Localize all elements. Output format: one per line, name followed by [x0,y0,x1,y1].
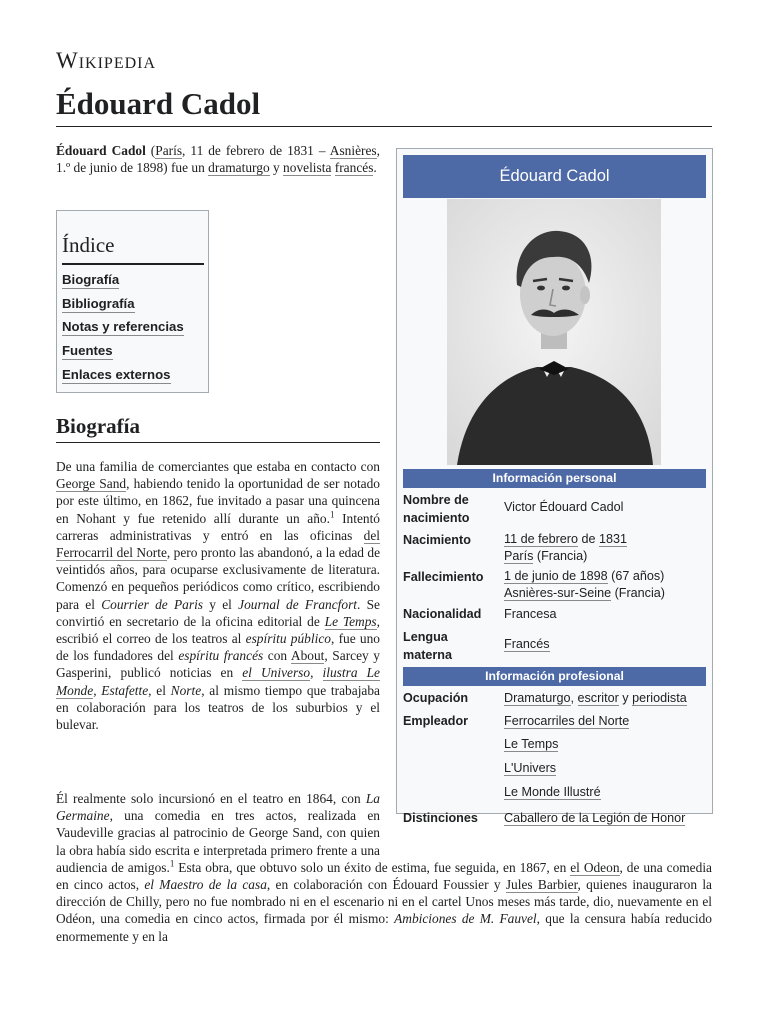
table-of-contents [56,210,209,393]
value-employer-1 [504,713,710,730]
toc-divider [62,263,204,265]
text: Él realmente solo incursionó en el teatro en 1864, con [56,791,366,806]
text: . [373,160,377,176]
text: , una comedia en tres actos, realizada en Vaudeville gracias al patrocinio de George Sand, con quien la obra había sido escrita e interpretada primero frente a una audiencia de amigos. [56,808,380,875]
link-novelista[interactable]: novelista [283,160,332,176]
text: , en colaboración con Édouard Foussier y [266,877,506,893]
link-dramaturgo[interactable]: dramaturgo [208,160,270,176]
portrait-image[interactable] [447,199,661,465]
label-employer: Empleador [403,714,469,728]
label-honors: Distinciones [403,811,478,825]
link-death-city[interactable]: Asnières-sur-Seine [504,586,612,600]
subject-name: Édouard Cadol [56,143,146,158]
text: La Germaine [56,791,380,824]
link-ferrocarril[interactable]: del Ferrocarril del Norte [56,527,380,561]
text: , el [148,682,171,698]
link-employer-univers[interactable]: L'Univers [504,761,557,775]
intro-paragraph [56,142,380,176]
text: Estafette [101,682,149,698]
text: , pero pronto las abandonó, a la edad de veintidós años, para ocuparse exclusivamente de literatura. Comenzó en pequeños periódicos como crítico, escribiendo para el [56,545,381,612]
text: , 11 de febrero de 1831 – [182,143,330,158]
link-george-sand[interactable]: George Sand [56,476,127,492]
text: , 1.º de junio de 1898) fue un [56,143,380,176]
text: , que la censura había reducido enormemente y en la [56,911,712,944]
title-divider [56,126,712,127]
value-birth [504,531,710,565]
toc-item-enlaces[interactable]: Enlaces externos [62,367,171,382]
section-heading-biografia: Biografía [56,414,140,438]
label-death: Fallecimiento [403,570,484,584]
link-employer-monde-illustre[interactable]: Le Monde Illustré [504,785,601,799]
link-odeon[interactable]: el Odeon [570,859,620,875]
section-divider [56,442,380,443]
link-frances-lang[interactable]: Francés [504,637,550,651]
text: el Universo [242,665,311,681]
value-honors [504,810,710,827]
text: , de una comedia en cinco actos, [56,859,712,893]
text: espíritu público [245,631,331,647]
link-birth-date[interactable]: 11 de febrero [504,532,578,546]
label-language: Lengua materna [403,630,452,662]
text: , [570,691,578,705]
text: (Francia) [611,586,665,600]
value-employer-4 [504,784,710,801]
text: Courrier de Paris [101,596,203,612]
label-occupation: Ocupación [403,691,469,705]
wikipedia-wordmark[interactable]: Wikipedia [56,48,157,73]
text: y [618,691,633,705]
infobox [396,148,713,825]
text: (Francia) [533,549,588,563]
value-employer-3 [504,760,710,777]
link-univers[interactable] [242,665,310,681]
text: el Maestro de la casa [144,877,267,893]
link-jules-barbier[interactable]: Jules Barbier [505,877,578,893]
text: (67 años) [607,569,665,583]
value-employer-2 [504,736,710,753]
infobox-title: Édouard Cadol [403,155,706,198]
toc-title: Índice [62,233,115,257]
value-nationality: Francesa [504,607,557,621]
text: Journal de Francfort [238,596,357,612]
toc-item-fuentes[interactable]: Fuentes [62,343,113,358]
value-occupation [504,690,710,707]
value-language [504,636,710,653]
value-birth-name: Victor Édouard Cadol [504,500,624,514]
toc-item-biografia[interactable]: Biografía [62,272,120,287]
link-dramaturgo-occ[interactable]: Dramaturgo [504,691,571,705]
infobox-header-personal: Información personal [403,469,706,488]
text: , al mismo tiempo que trabajaba en colaboración para los teatros de los suburbios y el bulevar. [56,682,380,733]
text: . Se convirtió en secretario de la oficina editorial de [56,596,380,629]
link-legion-honor[interactable]: Caballero de la Legión de Honor [504,811,686,825]
link-employer-ferrocarriles[interactable]: Ferrocarriles del Norte [504,714,630,728]
text: Norte [170,682,202,698]
link-death-date[interactable]: 1 de junio de 1898 [504,569,608,583]
link-periodista[interactable]: periodista [632,691,687,705]
link-employer-le-temps[interactable]: Le Temps [504,737,559,751]
text: Le Temps [324,613,377,629]
text: ilustra Le Monde [56,665,381,698]
text: de [577,532,599,546]
text: Esta obra, que obtuvo solo un éxito de estima, fue seguida, en 1867, en [174,859,571,875]
text: Ambiciones de M. Fauvel [394,911,537,927]
toc-item-bibliografia[interactable]: Bibliografía [62,296,135,311]
link-le-temps[interactable] [325,614,377,630]
text: Intentó carreras administrativas y entró en las oficinas [56,510,380,543]
link-about[interactable]: About [290,648,325,664]
text: , habiendo tenido la oportunidad de ser notado por este último, en 1862, fue invitado a pasar una quincena en Nohant y fue retenido allí durante un año. [56,476,380,526]
text: espíritu francés [178,648,264,664]
link-escritor[interactable]: escritor [577,691,619,705]
text: , [93,682,102,698]
text: , quienes inauguraron la dirección de Chilly, pero no fue nombrado ni en el escenario ni en el cartel Unos meses más tarde, dio, nuevamente en el Odéon, una comedia en cinco actos, firmada por él mismo: [56,877,712,927]
text: , Sarcey y Gasperini, publicó noticias en [56,648,380,681]
reference-1[interactable]: 1 [329,509,335,520]
link-paris[interactable]: París [155,143,183,158]
text: y el [203,596,239,612]
text: , fue uno de los fundadores del [56,631,380,664]
page-title: Édouard Cadol [56,86,261,121]
bio-paragraph-1 [56,458,380,733]
text: , escribió el correo de los teatros al [56,613,380,647]
text: , [310,665,323,681]
link-asnieres[interactable]: Asnières [329,143,377,158]
value-death [504,568,710,602]
infobox-header-professional: Información profesional [403,667,706,686]
link-birth-city[interactable]: París [504,549,534,563]
toc-item-notas[interactable]: Notas y referencias [62,319,184,334]
label-nationality: Nacionalidad [403,607,482,621]
text: con [263,648,291,664]
text: y [269,160,284,176]
reference-1b[interactable]: 1 [169,858,175,869]
text: De una familia de comerciantes que estaba en contacto con [56,459,380,474]
link-birth-year[interactable]: 1831 [599,532,628,546]
label-birth: Nacimiento [403,533,471,547]
label-birth-name: Nombre de nacimiento [403,493,470,525]
text: ( [145,143,156,158]
link-frances[interactable]: francés [334,160,374,176]
